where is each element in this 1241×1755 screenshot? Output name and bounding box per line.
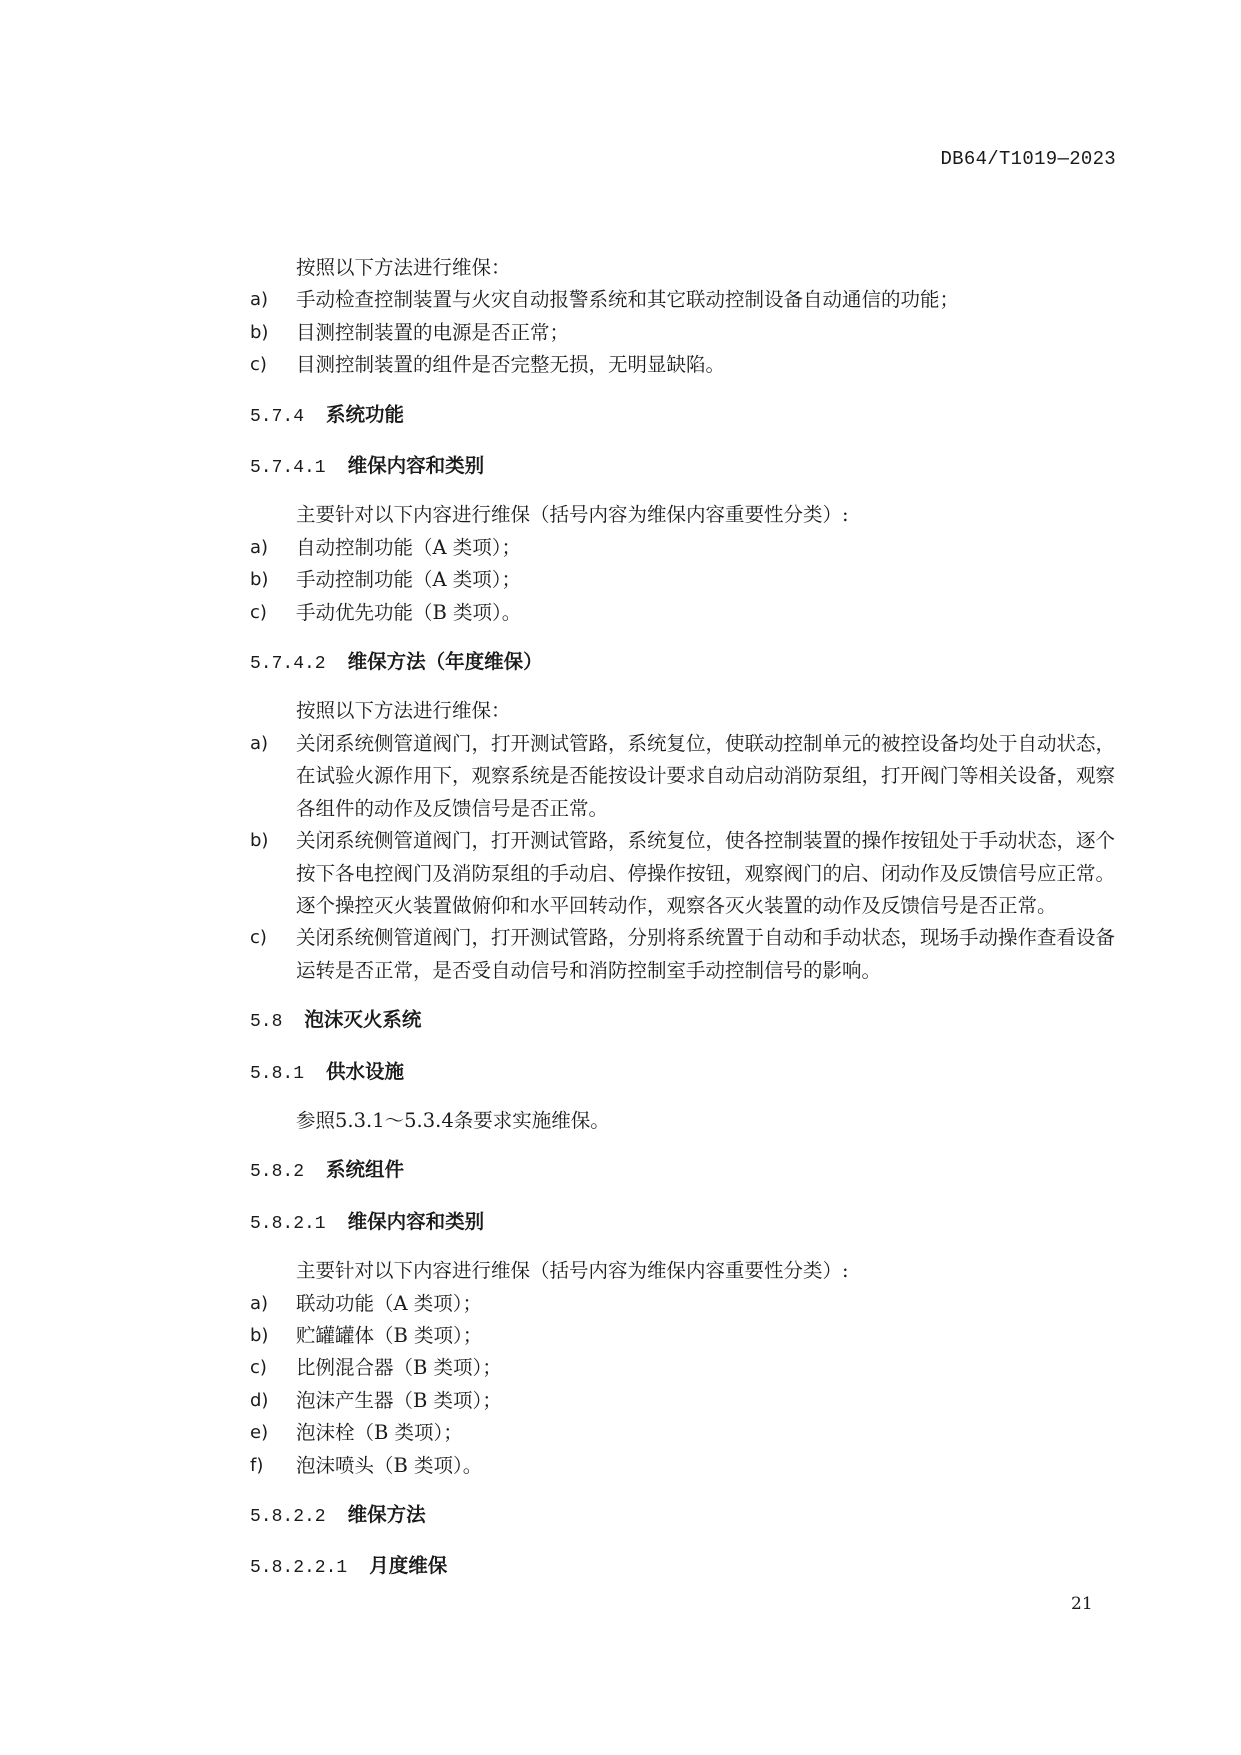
section-title: 月度维保 xyxy=(369,1554,448,1578)
list-marker: c) xyxy=(250,601,267,623)
section-heading-5-8 xyxy=(250,1004,1118,1038)
list-marker: b) xyxy=(250,321,269,343)
section-title: 系统功能 xyxy=(326,402,405,426)
list-marker: a) xyxy=(250,1292,269,1314)
section-heading-5-8-2-2 xyxy=(250,1499,1118,1533)
list-item-text: 目测控制装置的组件是否完整无损，无明显缺陷。 xyxy=(296,353,726,377)
section-title: 维保方法 xyxy=(347,1503,426,1526)
list-item-text: 贮罐罐体（B 类项）； xyxy=(296,1323,483,1347)
list-marker: b) xyxy=(250,830,269,852)
standard-code: DB64/T1019—2023 xyxy=(940,148,1116,170)
list-item-text: 关闭系统侧管道阀门，打开测试管路，分别将系统置于自动和手动状态，现场手动操作查看设备运转是否正常，是否受自动信号和消防控制室手动控制信号的影响。 xyxy=(296,926,1116,982)
section-heading-5-8-1 xyxy=(250,1056,1118,1090)
list-item-text: 自动控制功能（A 类项）； xyxy=(296,535,522,559)
list-item xyxy=(250,922,1118,987)
section-number: 5.8.1 xyxy=(250,1063,305,1084)
section-heading-5-8-2 xyxy=(250,1154,1118,1188)
section-number: 5.8.2 xyxy=(250,1162,305,1183)
list-item xyxy=(250,349,1118,381)
section-number: 5.8 xyxy=(250,1012,283,1033)
list-marker: f) xyxy=(250,1454,264,1476)
section-heading-5-7-4-1 xyxy=(250,450,1118,484)
list-marker: a) xyxy=(250,289,269,311)
list-item-text: 手动控制功能（A 类项）； xyxy=(296,568,522,592)
list-item xyxy=(250,1385,1118,1417)
intro-paragraph: 主要针对以下内容进行维保（括号内容为维保内容重要性分类）: xyxy=(296,1259,849,1283)
list-item-text: 关闭系统侧管道阀门，打开测试管路，系统复位，使联动控制单元的被控设备均处于自动状态，在试验火源作用下，观察系统是否能按设计要求自动启动消防泵组，打开阀门等相关设备，观察各组件的动作及反馈信号是否正常。 xyxy=(296,731,1116,820)
list-item xyxy=(250,825,1118,922)
list-item xyxy=(250,728,1118,825)
list-item-text: 泡沫产生器（B 类项）； xyxy=(296,1388,502,1412)
list-item-text: 关闭系统侧管道阀门，打开测试管路，系统复位，使各控制装置的操作按钮处于手动状态，逐个按下各电控阀门及消防泵组的手动启、停操作按钮，观察阀门的启、闭动作及反馈信号应正常。逐个操控灭火装置做俯仰和水平回转动作，观察各灭火装置的动作及反馈信号是否正常。 xyxy=(296,829,1116,917)
document-body xyxy=(250,252,1118,1600)
section-number: 5.8.2.1 xyxy=(250,1213,326,1234)
list-marker: c) xyxy=(250,1357,267,1379)
section-heading-5-8-2-2-1 xyxy=(250,1550,1118,1584)
list-item-text: 泡沫栓（B 类项）； xyxy=(296,1421,463,1445)
list-item xyxy=(250,1352,1118,1384)
section-title: 维保方法（年度维保） xyxy=(347,650,543,674)
list-marker: a) xyxy=(250,536,269,558)
list-marker: c) xyxy=(250,927,267,949)
intro-paragraph: 主要针对以下内容进行维保（括号内容为维保内容重要性分类）: xyxy=(296,503,849,527)
section-title: 泡沫灭火系统 xyxy=(304,1008,422,1032)
list-item-text: 手动优先功能（B 类项）。 xyxy=(296,600,522,624)
list-marker: b) xyxy=(250,569,269,591)
list-item xyxy=(250,1288,1118,1320)
section-number: 5.8.2.2.1 xyxy=(250,1558,348,1579)
list-item xyxy=(250,564,1118,596)
list-item-text: 联动功能（A 类项）； xyxy=(296,1291,483,1315)
list-marker: a) xyxy=(250,732,269,754)
list-marker: c) xyxy=(250,354,267,376)
section-title: 维保内容和类别 xyxy=(347,1209,485,1233)
list-item xyxy=(250,597,1118,629)
list-item xyxy=(250,1450,1118,1482)
page-number: 21 xyxy=(1071,1594,1093,1614)
section-number: 5.7.4 xyxy=(250,406,305,427)
section-title: 供水设施 xyxy=(326,1059,405,1083)
list-item-text: 比例混合器（B 类项）； xyxy=(296,1356,502,1380)
list-marker: e) xyxy=(250,1422,269,1444)
list-item xyxy=(250,1417,1118,1449)
section-number: 5.7.4.2 xyxy=(250,654,326,675)
list-marker: b) xyxy=(250,1324,269,1346)
section-title: 维保内容和类别 xyxy=(347,454,485,478)
list-item xyxy=(250,284,1118,316)
list-item-text: 目测控制装置的电源是否正常； xyxy=(296,320,570,344)
list-item-text: 手动检查控制装置与火灾自动报警系统和其它联动控制设备自动通信的功能； xyxy=(296,288,960,312)
section-number: 5.8.2.2 xyxy=(250,1507,326,1527)
list-item-text: 泡沫喷头（B 类项）。 xyxy=(296,1453,483,1477)
section-heading-5-7-4-2 xyxy=(250,646,1118,680)
body-paragraph: 参照5.3.1～5.3.4条要求实施维保。 xyxy=(296,1108,610,1132)
list-item xyxy=(250,317,1118,349)
list-marker: d) xyxy=(250,1389,269,1411)
section-heading-5-7-4 xyxy=(250,399,1118,433)
list-item xyxy=(250,1320,1118,1352)
section-heading-5-8-2-1 xyxy=(250,1206,1118,1240)
section-number: 5.7.4.1 xyxy=(250,458,326,479)
list-item xyxy=(250,532,1118,564)
section-title: 系统组件 xyxy=(326,1158,405,1182)
intro-paragraph: 按照以下方法进行维保： xyxy=(296,256,511,279)
intro-paragraph: 按照以下方法进行维保： xyxy=(296,699,511,723)
